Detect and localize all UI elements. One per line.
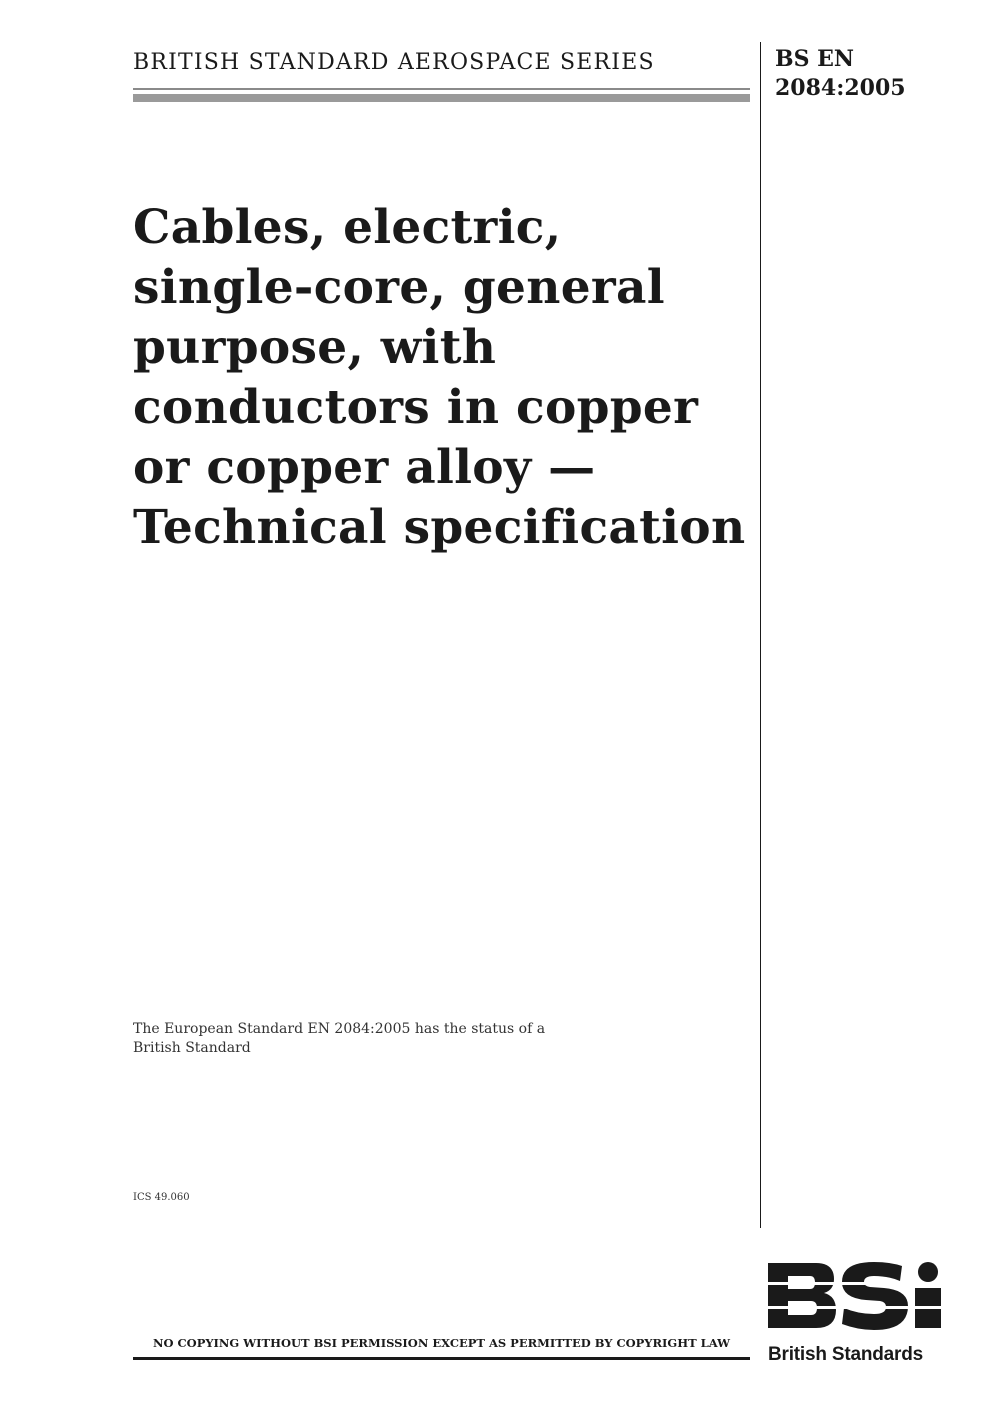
title-line: purpose, with [133, 320, 497, 375]
standard-number-line2: 2084:2005 [775, 75, 906, 101]
copyright-notice: NO COPYING WITHOUT BSI PERMISSION EXCEPT AS PERMITTED BY COPYRIGHT LAW [152, 1336, 731, 1350]
title-line: conductors in copper [133, 380, 699, 435]
bsi-logo-mark-icon [766, 1260, 946, 1340]
header-rule-thick [133, 94, 750, 102]
logo-caption: British Standards [768, 1344, 923, 1365]
title-line: or copper alloy — [133, 440, 596, 495]
footer-rule [133, 1357, 750, 1360]
ics-code: ICS 49.060 [133, 1192, 190, 1203]
status-note [133, 1020, 545, 1058]
title-line: single-core, general [133, 260, 665, 315]
title-line: Technical specification [133, 500, 746, 555]
vertical-divider [760, 42, 761, 1228]
title-line: Cables, electric, [133, 200, 562, 255]
header-rule-thin [133, 88, 750, 90]
status-note-line2: British Standard [133, 1040, 251, 1056]
document-title [133, 198, 753, 558]
standard-number [775, 45, 906, 103]
status-note-line1: The European Standard EN 2084:2005 has the status of a [133, 1021, 546, 1037]
series-title: BRITISH STANDARD AEROSPACE SERIES [133, 50, 655, 75]
standard-number-line1: BS EN [775, 46, 855, 72]
